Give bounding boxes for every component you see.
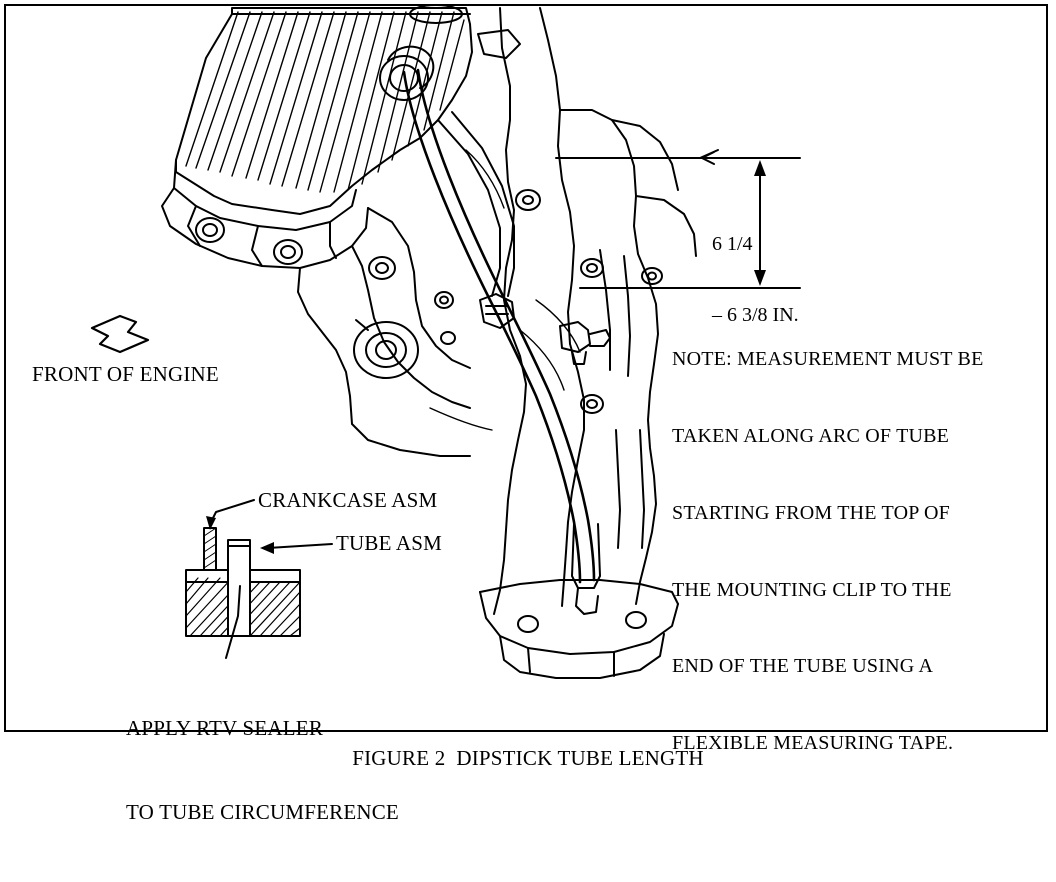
crankcase-asm-label: CRANKCASE ASM xyxy=(258,488,438,512)
tube-asm-label: TUBE ASM xyxy=(336,531,443,555)
dimension-label-line1: 6 1/4 xyxy=(712,233,753,256)
figure-caption: FIGURE 2 DIPSTICK TUBE LENGTH xyxy=(352,746,704,770)
note-line-5: END OF THE TUBE USING A xyxy=(672,655,934,678)
note-line-1: NOTE: MEASUREMENT MUST BE xyxy=(672,348,984,371)
dimension-label-line2: – 6 3/8 IN. xyxy=(712,303,799,326)
note-line-2: TAKEN ALONG ARC OF TUBE xyxy=(672,424,950,447)
measurement-note xyxy=(672,296,1042,808)
rtv-note-line-1: APPLY RTV SEALER xyxy=(126,716,324,741)
note-line-3: STARTING FROM THE TOP OF xyxy=(672,501,950,524)
rtv-sealer-note xyxy=(126,660,399,882)
rtv-note-line-2: TO TUBE CIRCUMFERENCE xyxy=(126,799,399,824)
note-line-4: THE MOUNTING CLIP TO THE xyxy=(672,578,952,601)
front-of-engine-label: FRONT OF ENGINE xyxy=(32,362,219,386)
note-line-6: FLEXIBLE MEASURING TAPE. xyxy=(672,732,954,755)
